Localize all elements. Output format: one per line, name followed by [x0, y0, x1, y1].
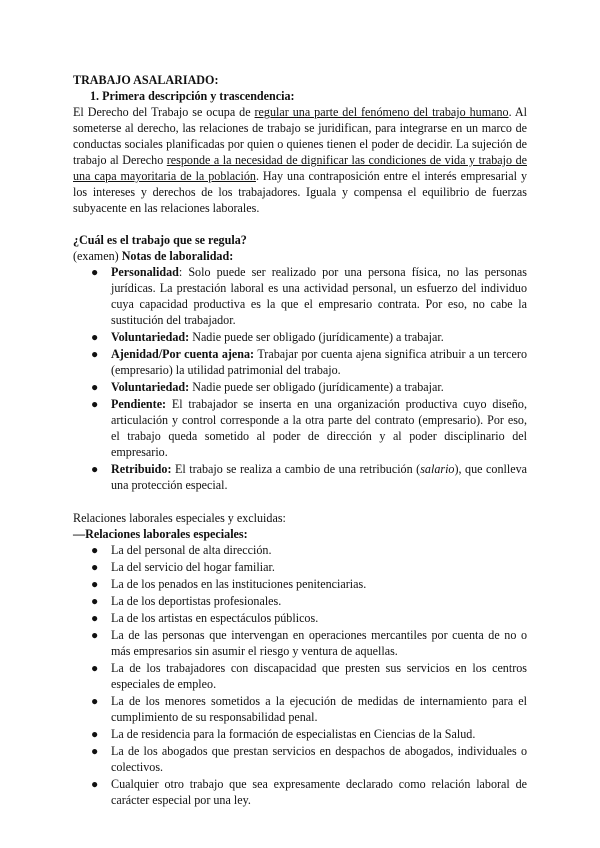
note-term: Ajenidad/Por cuenta ajena: — [111, 347, 255, 361]
list-item — [73, 593, 527, 609]
bullet-icon: ● — [91, 577, 99, 591]
note-text: Nadie puede ser obligado (jurídicamente) a trabajar. — [189, 330, 444, 344]
list-item — [73, 743, 527, 775]
bullet-icon: ● — [91, 628, 99, 642]
bullet-icon: ● — [91, 594, 99, 608]
list-item — [73, 660, 527, 692]
note-term: Personalidad — [111, 265, 179, 279]
document-page — [73, 72, 527, 809]
note-term: Retribuido: — [111, 462, 172, 476]
note-italic: salario — [420, 462, 455, 476]
question-heading: ¿Cuál es el trabajo que se regula? — [73, 233, 247, 247]
bullet-icon: ● — [91, 543, 99, 557]
special-text: La del servicio del hogar familiar. — [111, 560, 275, 574]
special-text: La de los deportistas profesionales. — [111, 594, 282, 608]
bullet-icon: ● — [91, 462, 99, 476]
bullet-icon: ● — [91, 397, 99, 411]
bullet-icon: ● — [91, 694, 99, 708]
bullet-icon: ● — [91, 777, 99, 791]
spacer — [73, 494, 527, 510]
list-item — [73, 693, 527, 725]
note-text: Nadie puede ser obligado (jurídicamente) a trabajar. — [189, 380, 444, 394]
intro-text-1: El Derecho del Trabajo se ocupa de — [73, 105, 255, 119]
note-term: Voluntariedad: — [111, 330, 190, 344]
notes-heading — [73, 248, 527, 264]
list-item — [73, 396, 527, 460]
note-text: ), que conlleva una protección especial. — [111, 462, 527, 492]
list-item — [73, 726, 527, 742]
list-item — [73, 576, 527, 592]
special-text: La de los abogados que prestan servicios en despachos de abogados, individuales o colectivos. — [111, 744, 527, 774]
list-item — [73, 559, 527, 575]
bullet-icon: ● — [91, 744, 99, 758]
intro-paragraph — [73, 104, 527, 216]
list-item — [73, 627, 527, 659]
list-item — [73, 610, 527, 626]
bullet-icon: ● — [91, 380, 99, 394]
note-text: Trabajar por cuenta ajena significa atribuir a un tercero (empresario) la utilidad patrimonial del trabajo. — [111, 347, 527, 377]
bullet-icon: ● — [91, 611, 99, 625]
special-text: La de los menores sometidos a la ejecución de medidas de internamiento para el cumplimiento de su responsabilidad penal. — [111, 694, 527, 724]
list-item — [73, 264, 527, 328]
notes-title: Notas de laboralidad: — [121, 249, 234, 263]
list-item — [73, 542, 527, 558]
list-item — [73, 346, 527, 378]
list-item — [73, 776, 527, 808]
spacer — [73, 216, 527, 232]
special-text: La de los trabajadores con discapacidad que presten sus servicios en los centros especiales de empleo. — [111, 661, 527, 691]
special-text: La del personal de alta dirección. — [111, 543, 272, 557]
note-text: El trabajo se realiza a cambio de una retribución ( — [171, 462, 421, 476]
intro-text-2: . Al someterse al derecho, las relaciones de trabajo se juridifican, para integrarse en un marco de conductas sociales planificadas por quien o quienes tienen el poder de decidir. La sujeción de trabajo al Derecho — [73, 105, 527, 167]
note-text: : Solo puede ser realizado por una persona física, no las personas jurídicas. La prestación laboral es una actividad personal, un esfuerzo del individuo cuya capacidad productiva es la que el empresario contrata. Por eso, no cabe la sustitución del trabajador. — [111, 265, 527, 327]
notes-prefix: (examen) — [73, 249, 122, 263]
special-text: La de las personas que intervengan en operaciones mercantiles por cuenta de no o más empresarios sin asumir el riesgo y ventura de aquellas. — [111, 628, 527, 658]
bullet-icon: ● — [91, 265, 99, 279]
special-text: La de los artistas en espectáculos públicos. — [111, 611, 319, 625]
note-term: Voluntariedad: — [111, 380, 190, 394]
list-item — [73, 379, 527, 395]
bullet-icon: ● — [91, 661, 99, 675]
note-text: El trabajador se inserta en una organización productiva cuyo diseño, articulación y control corresponde a la otra parte del contrato (empresario). Por eso, el trabajo queda sometido al poder de dirección y al poder disciplinario del empresario. — [111, 397, 527, 459]
intro-underline-2: responde a la necesidad de dignificar las condiciones de vida y trabajo de una capa mayoritaria de la población — [73, 153, 527, 183]
notes-list — [73, 264, 527, 493]
bullet-icon: ● — [91, 727, 99, 741]
bullet-icon: ● — [91, 330, 99, 344]
document-title: TRABAJO ASALARIADO: — [73, 73, 219, 87]
intro-text-3: . Hay una contraposición entre el interés empresarial y los intereses y derechos de los trabajadores. Iguala y compensa el equilibrio de fuerzas subyacente en las relaciones laborales. — [73, 169, 527, 215]
bullet-icon: ● — [91, 560, 99, 574]
special-text: La de residencia para la formación de especialistas en Ciencias de la Salud. — [111, 727, 476, 741]
section-heading: 1. Primera descripción y trascendencia: — [90, 89, 295, 103]
list-item — [73, 461, 527, 493]
special-intro: Relaciones laborales especiales y excluidas: — [73, 511, 286, 525]
intro-underline-1: regular una parte del fenómeno del trabajo humano — [254, 105, 509, 119]
special-heading: —Relaciones laborales especiales: — [73, 527, 248, 541]
special-list — [73, 542, 527, 808]
bullet-icon: ● — [91, 347, 99, 361]
special-text: Cualquier otro trabajo que sea expresamente declarado como relación laboral de carácter especial por una ley. — [111, 777, 527, 807]
note-term: Pendiente: — [111, 397, 167, 411]
list-item — [73, 329, 527, 345]
special-text: La de los penados en las instituciones penitenciarias. — [111, 577, 367, 591]
